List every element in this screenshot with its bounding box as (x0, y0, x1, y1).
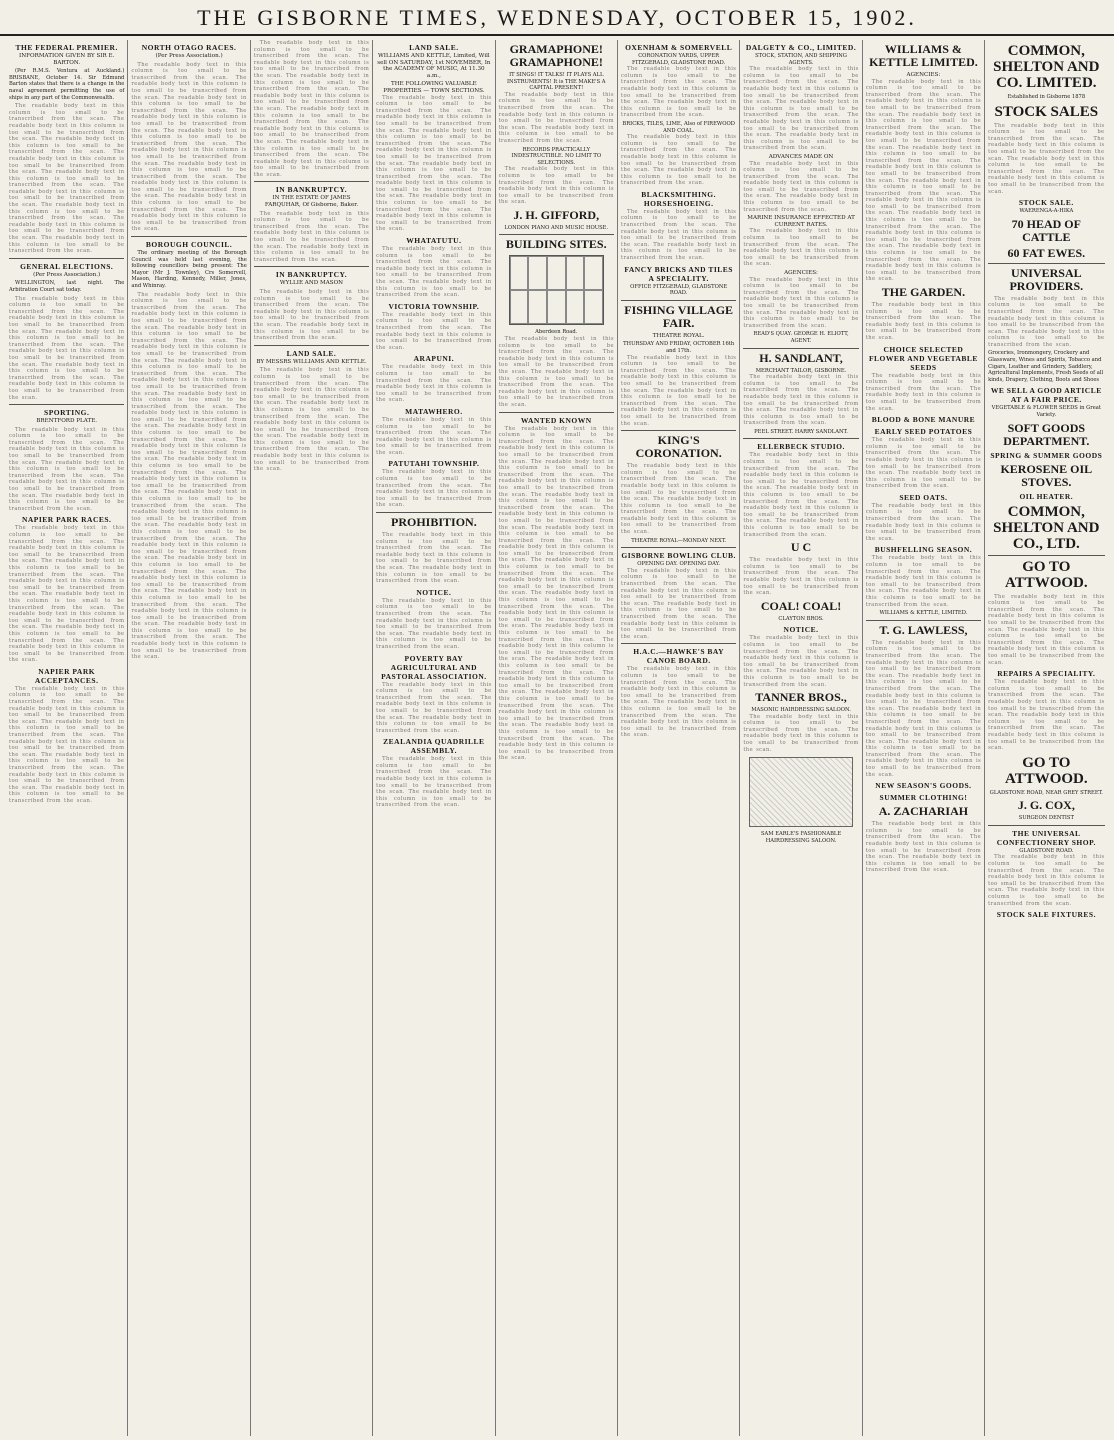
article-heading: THE GARDEN. (881, 285, 966, 299)
article-text: IT SINGS! IT TALKS! IT PLAYS ALL INSTRUMENTS! It is THE MAKE'S A CAPITAL PRESENT! (506, 72, 606, 92)
illegible-body-text: The readable body text in this column is too small to be transcribed from the scan. The readable body text in this column is too small to be transcribed from the scan. The readable body text in this column is too small to be transcribed from the scan. The readable body text in this column is too small to be transcribed from the scan. The readable body text in this column is too small to be transcribed from the scan. (743, 452, 859, 538)
lot-cell (510, 256, 529, 290)
article-heading: GENERAL ELECTIONS. (20, 261, 114, 271)
illegible-body-text: The readable body text in this column is too small to be transcribed from the scan. The readable body text in this column is too small to be transcribed from the scan. The readable body text in this column is too small to be transcribed from the scan. The readable body text in this column is too small to be transcribed from the scan. (620, 666, 737, 739)
article-heading: WE SELL A GOOD ARTICLE AT A FAIR PRICE. (990, 386, 1102, 405)
illegible-body-text: The readable body text in this column is too small to be transcribed from the scan. The readable body text in this column is too small to be transcribed from the scan. The readable body text in this column is too small to be transcribed from the scan. The readable body text in this column is too small to be transcribed from the scan. The readable body text in this column is too small to be transcribed from the scan. The readable body text in this column is too small to be transcribed from the scan. The readable body text in this column is too small to be transcribed from the scan. The readable body text in this column is too small to be transcribed from the scan. (253, 40, 370, 178)
lot-cell (528, 256, 547, 290)
illegible-body-text: The readable body text in this column is too small to be transcribed from the scan. The readable body text in this column is too small to be transcribed from the scan. The readable body text in this column is too small to be transcribed from the scan. The readable body text in this column is too small to be transcribed from the scan. The readable body text in this column is too small to be transcribed from the scan. The readable body text in this column is too small to be transcribed from the scan. The readable body text in this column is too small to be transcribed from the scan. The readable body text in this column is too small to be transcribed from the scan. (376, 94, 492, 233)
article-heading: NAPIER PARK ACCEPTANCES. (34, 666, 99, 685)
column-divider (131, 236, 246, 237)
column-divider (376, 512, 491, 513)
article-text: SAM EARLE'S FASHIONABLE HAIRDRESSING SALOON. (760, 831, 842, 844)
article-heading: BOROUGH COUNCIL. (145, 240, 233, 250)
article-text: The ordinary meeting of the Borough Council was held last evening, the following councillors being present: The Mayor (Mr J. Townley), Crs Somervell, Mason, Harding, Kennedy, Miller, Jones, and Whinray. (131, 250, 247, 289)
article-heading: T. G. LAWLESS, (879, 622, 968, 637)
illegible-body-text: The readable body text in this column is too small to be transcribed from the scan. The readable body text in this column is too small to be transcribed from the scan. The readable body text in this column is too small to be transcribed from the scan. The readable body text in this column is too small to be transcribed from the scan. The readable body text in this column is too small to be transcribed from the scan. The readable body text in this column is too small to be transcribed from the scan. The readable body text in this column is too small to be transcribed from the scan. The readable body text in this column is too small to be transcribed from the scan. (9, 525, 125, 664)
illegible-body-text: The readable body text in this column is too small to be transcribed from the scan. The readable body text in this column is too small to be transcribed from the scan. The readable body text in this column is too small to be transcribed from the scan. The readable body text in this column is too small to be transcribed from the scan. (988, 679, 1105, 752)
article-text: WILLIAMS & KETTLE, LIMITED. (879, 610, 968, 617)
article-heading: H. SANDLANT, (759, 350, 843, 365)
column-2 (128, 40, 250, 1436)
article-heading: GO TO ATTWOOD. (1004, 754, 1088, 787)
article-heading: IN BANKRUPTCY. (275, 270, 348, 280)
article-subheading: (Per Press Association.) (155, 53, 223, 59)
illegible-body-text: The readable body text in this column is too small to be transcribed from the scan. The readable body text in this column is too small to be transcribed from the scan. The readable body text in this column is too small to be transcribed from the scan. The readable body text in this column is too small to be transcribed from the scan. The readable body text in this column is too small to be transcribed from the scan. The readable body text in this column is too small to be transcribed from the scan. The readable body text in this column is too small to be transcribed from the scan. The readable body text in this column is too small to be transcribed from the scan. The readable body text in this column is too small to be transcribed from the scan. The readable body text in this column is too small to be transcribed from the scan. (131, 61, 247, 233)
illegible-body-text: The readable body text in this column is too small to be transcribed from the scan. The readable body text in this column is too small to be transcribed from the scan. The readable body text in this column is too small to be transcribed from the scan. The readable body text in this column is too small to be transcribed from the scan. The readable body text in this column is too small to be transcribed from the scan. The readable body text in this column is too small to be transcribed from the scan. The readable body text in this column is too small to be transcribed from the scan. The readable body text in this column is too small to be transcribed from the scan. The readable body text in this column is too small to be transcribed from the scan. The readable body text in this column is too small to be transcribed from the scan. The readable body text in this column is too small to be transcribed from the scan. The readable body text in this column is too small to be transcribed from the scan. The readable body text in this column is too small to be transcribed from the scan. The readable body text in this column is too small to be transcribed from the scan. The readable body text in this column is too small to be transcribed from the scan. The readable body text in this column is too small to be transcribed from the scan. The readable body text in this column is too small to be transcribed from the scan. The readable body text in this column is too small to be transcribed from the scan. The readable body text in this column is too small to be transcribed from the scan. The readable body text in this column is too small to be transcribed from the scan. The readable body text in this column is too small to be transcribed from the scan. The readable body text in this column is too small to be transcribed from the scan. (131, 291, 247, 661)
lot-cell (566, 290, 585, 324)
article-heading: BUSHFELLING SEASON. (874, 545, 973, 555)
article-heading: FISHING VILLAGE FAIR. (624, 302, 734, 330)
article-heading: EARLY SEED POTATOES (874, 427, 973, 437)
article-heading: UNIVERSAL PROVIDERS. (1009, 265, 1084, 293)
illegible-body-text: The readable body text in this column is too small to be transcribed from the scan. The readable body text in this column is too small to be transcribed from the scan. The readable body text in this column is too small to be transcribed from the scan. The readable body text in this column is too small to be transcribed from the scan. The readable body text in this column is too small to be transcribed from the scan. The readable body text in this column is too small to be transcribed from the scan. (9, 295, 125, 401)
lot-cell (528, 290, 547, 324)
article-heading: VICTORIA TOWNSHIP. (388, 301, 480, 311)
article-heading: J. H. GIFFORD, (513, 207, 600, 222)
illegible-body-text: The readable body text in this column is too small to be transcribed from the scan. The readable body text in this column is too small to be transcribed from the scan. The readable body text in this column is too small to be transcribed from the scan. (865, 555, 982, 608)
illegible-body-text: The readable body text in this column is too small to be transcribed from the scan. The readable body text in this column is too small to be transcribed from the scan. The readable body text in this column is too small to be transcribed from the scan. (253, 289, 370, 342)
illegible-body-text: The readable body text in this column is too small to be transcribed from the scan. The readable body text in this column is too small to be transcribed from the scan. The readable body text in this column is too small to be transcribed from the scan. The readable body text in this column is too small to be transcribed from the scan. The readable body text in this column is too small to be transcribed from the scan. The readable body text in this column is too small to be transcribed from the scan. (253, 367, 370, 473)
article-heading: CHOICE SELECTED FLOWER AND VEGETABLE SEEDS (868, 344, 978, 372)
illegible-body-text: The readable body text in this column is too small to be transcribed from the scan. The readable body text in this column is too small to be transcribed from the scan. The readable body text in this column is too small to be transcribed from the scan. The readable body text in this column is too small to be transcribed from the scan. (620, 567, 737, 640)
illegible-body-text: The readable body text in this column is too small to be transcribed from the scan. The readable body text in this column is too small to be transcribed from the scan. The readable body text in this column is too small to be transcribed from the scan. (988, 295, 1105, 348)
illegible-body-text: The readable body text in this column is too small to be transcribed from the scan. The readable body text in this column is too small to be transcribed from the scan. The readable body text in this column is too small to be transcribed from the scan. The readable body text in this column is too small to be transcribed from the scan. (620, 354, 737, 427)
article-heading: STOCK SALE FIXTURES. (996, 910, 1096, 920)
illegible-body-text: The readable body text in this column is too small to be transcribed from the scan. The readable body text in this column is too small to be transcribed from the scan. (498, 166, 614, 206)
article-heading: ARAPUNI. (413, 354, 455, 364)
illegible-body-text: The readable body text in this column is too small to be transcribed from the scan. The readable body text in this column is too small to be transcribed from the scan. (865, 302, 982, 341)
article-text: SURGEON DENTIST (1018, 815, 1074, 822)
article-heading: BLACKSMITHING. HORSESHOEING. (641, 189, 717, 208)
column-divider (743, 348, 858, 349)
illegible-body-text: The readable body text in this column is too small to be transcribed from the scan. The readable body text in this column is too small to be transcribed from the scan. The readable body text in this column is too small to be transcribed from the scan. (865, 437, 982, 490)
article-heading: WANTED KNOWN (520, 415, 592, 425)
illegible-body-text: The readable body text in this column is too small to be transcribed from the scan. The readable body text in this column is too small to be transcribed from the scan. The readable body text in this column is too small to be transcribed from the scan. (376, 681, 492, 734)
article-heading: DALGETY & CO., LIMITED. (745, 43, 857, 52)
column-6 (618, 40, 740, 1436)
column-divider (499, 412, 614, 413)
column-divider (9, 404, 124, 405)
illegible-body-text: The readable body text in this column is too small to be transcribed from the scan. The readable body text in this column is too small to be transcribed from the scan. The readable body text in this column is too small to be transcribed from the scan. The readable body text in this column is too small to be transcribed from the scan. (620, 463, 737, 536)
article-text: ADVANCES MADE ON (768, 153, 834, 160)
illegible-body-text: The readable body text in this column is too small to be transcribed from the scan. The readable body text in this column is too small to be transcribed from the scan. The readable body text in this column is too small to be transcribed from the scan. (620, 134, 737, 187)
article-heading: THE FEDERAL PREMIER. (15, 43, 118, 52)
illegible-body-text: The readable body text in this column is too small to be transcribed from the scan. The readable body text in this column is too small to be transcribed from the scan. (865, 502, 982, 542)
column-divider (254, 266, 369, 267)
article-heading: PATUTAHI TOWNSHIP. (388, 459, 480, 469)
article-heading: ZEALANDIA QUADRILLE ASSEMBLY. (383, 737, 485, 756)
column-1 (6, 40, 128, 1436)
article-heading: NAPIER PARK RACES. (21, 515, 112, 525)
illegible-body-text: The readable body text in this column is too small to be transcribed from the scan. The readable body text in this column is too small to be transcribed from the scan. The readable body text in this column is too small to be transcribed from the scan. The readable body text in this column is too small to be transcribed from the scan. The readable body text in this column is too small to be transcribed from the scan. The readable body text in this column is too small to be transcribed from the scan. The readable body text in this column is too small to be transcribed from the scan. The readable body text in this column is too small to be transcribed from the scan. The readable body text in this column is too small to be transcribed from the scan. The readable body text in this column is too small to be transcribed from the scan. The readable body text in this column is too small to be transcribed from the scan. The readable body text in this column is too small to be transcribed from the scan. The readable body text in this column is too small to be transcribed from the scan. The readable body text in this column is too small to be transcribed from the scan. The readable body text in this column is too small to be transcribed from the scan. The readable body text in this column is too small to be transcribed from the scan. The readable body text in this column is too small to be transcribed from the scan. The readable body text in this column is too small to be transcribed from the scan. The readable body text in this column is too small to be transcribed from the scan. The readable body text in this column is too small to be transcribed from the scan. (498, 425, 614, 762)
illegible-body-text: The readable body text in this column is too small to be transcribed from the scan. The readable body text in this column is too small to be transcribed from the scan. The readable body text in this column is too small to be transcribed from the scan. (376, 532, 492, 585)
column-divider (621, 300, 736, 301)
illegible-body-text: The readable body text in this column is too small to be transcribed from the scan. The readable body text in this column is too small to be transcribed from the scan. The readable body text in this column is too small to be transcribed from the scan. (376, 756, 492, 809)
illegible-body-text: The readable body text in this column is too small to be transcribed from the scan. The readable body text in this column is too small to be transcribed from the scan. The readable body text in this column is too small to be transcribed from the scan. (988, 854, 1105, 907)
masthead-title: THE GISBORNE TIMES, WEDNESDAY, OCTOBER 15, 1902. (197, 5, 917, 30)
article-heading: POVERTY BAY AGRICULTURAL AND PASTORAL ASSOCIATION. (381, 653, 487, 681)
article-heading: SPRING & SUMMER GOODS (990, 450, 1103, 460)
column-divider (621, 547, 736, 548)
column-divider (254, 181, 369, 182)
article-heading: THE UNIVERSAL CONFECTIONERY SHOP. (996, 828, 1096, 847)
illegible-body-text: The readable body text in this column is too small to be transcribed from the scan. The readable body text in this column is too small to be transcribed from the scan. The readable body text in this column is too small to be transcribed from the scan. The readable body text in this column is too small to be transcribed from the scan. The readable body text in this column is too small to be transcribed from the scan. (743, 66, 859, 152)
lot-cell (547, 290, 566, 324)
article-heading: LAND SALE. (286, 348, 337, 358)
article-heading: STOCK SALE. (1018, 198, 1074, 208)
article-text: GLADSTONE ROAD. (1019, 847, 1074, 854)
column-8 (863, 40, 985, 1436)
lot-cell (510, 290, 529, 324)
article-text: OPENING DAY. OPENING DAY. (637, 561, 721, 568)
article-text: MASONIC HAIRDRESSING SALOON. (751, 707, 851, 714)
article-heading: U C (790, 540, 812, 555)
article-text: (Per R.M.S. Ventura at Auckland.) BRISBANE, October 14. Sir Edmund Barton states that there is a change in the naval agreement permitting the use of ships in any part of the Commonwealth. (9, 68, 125, 101)
article-heading: SUMMER CLOTHING! (879, 793, 968, 803)
article-heading: SEED OATS. (899, 492, 948, 502)
article-text: AGENCIES: (784, 270, 818, 276)
article-heading: GO TO ATTWOOD. (1004, 558, 1088, 591)
illegible-body-text: The readable body text in this column is too small to be transcribed from the scan. The readable body text in this column is too small to be transcribed from the scan. The readable body text in this column is too small to be transcribed from the scan. (743, 160, 859, 213)
illegible-body-text: The readable body text in this column is too small to be transcribed from the scan. The readable body text in this column is too small to be transcribed from the scan. (376, 364, 492, 404)
column-3 (251, 40, 373, 1436)
illegible-body-text: The readable body text in this column is too small to be transcribed from the scan. The readable body text in this column is too small to be transcribed from the scan. (376, 416, 492, 456)
column-divider (9, 258, 124, 259)
article-text: Established in Gisborne 1878 (1007, 94, 1086, 100)
article-text: BRICKS, TILES, LIME, Also of FIREWOOD AND COAL. (622, 120, 735, 134)
article-heading: KEROSENE OIL STOVES. (1000, 461, 1093, 489)
article-text: Groceries, Ironmongery, Crockery and Glassware, Wines and Spirits, Tobacco and Cigars, Leather and Grindery, Saddlery, Agricultural Implements, Fresh Seeds of all kinds, Drapery, Clothing, Boots and Shoes (988, 350, 1104, 383)
illegible-body-text: The readable body text in this column is too small to be transcribed from the scan. The readable body text in this column is too small to be transcribed from the scan. The readable body text in this column is too small to be transcribed from the scan. (865, 821, 982, 874)
article-heading: IN BANKRUPTCY. (275, 185, 348, 195)
article-heading: NORTH OTAGO RACES. (141, 43, 237, 52)
illegible-body-text: The readable body text in this column is too small to be transcribed from the scan. The readable body text in this column is too small to be transcribed from the scan. The readable body text in this column is too small to be transcribed from the scan. The readable body text in this column is too small to be transcribed from the scan. The readable body text in this column is too small to be transcribed from the scan. The readable body text in this column is too small to be transcribed from the scan. The readable body text in this column is too small to be transcribed from the scan. The readable body text in this column is too small to be transcribed from the scan. The readable body text in this column is too small to be transcribed from the scan. (9, 103, 125, 255)
lot-cell (566, 256, 585, 290)
column-divider (743, 438, 858, 439)
article-heading: 70 HEAD OF CATTLE (1011, 216, 1081, 244)
article-subheading: BY MESSRS WILLIAMS AND KETTLE. (256, 358, 367, 365)
article-subheading: INFORMATION GIVEN BY SIR E. BARTON. (19, 53, 115, 66)
illegible-body-text: The readable body text in this column is too small to be transcribed from the scan. The readable body text in this column is too small to be transcribed from the scan. The readable body text in this column is too small to be transcribed from the scan. (743, 635, 859, 688)
article-heading: NOTICE. (783, 625, 819, 635)
illegible-body-text: The readable body text in this column is too small to be transcribed from the scan. The readable body text in this column is too small to be transcribed from the scan. The readable body text in this column is too small to be transcribed from the scan. The readable body text in this column is too small to be transcribed from the scan. (988, 593, 1105, 666)
illegible-body-text: The readable body text in this column is too small to be transcribed from the scan. The readable body text in this column is too small to be transcribed from the scan. (743, 557, 859, 597)
article-subheading: THEATRE ROYAL. (652, 332, 705, 339)
article-heading: NEW SEASON'S GOODS. (875, 781, 972, 791)
article-text: PEEL STREET. HARRY SANDLANT. (754, 428, 848, 435)
article-heading: LAND SALE. (409, 43, 459, 52)
article-heading: 60 FAT EWES. (1007, 245, 1086, 260)
illegible-body-text: The readable body text in this column is too small to be transcribed from the scan. The readable body text in this column is too small to be transcribed from the scan. The readable body text in this column is too small to be transcribed from the scan. The readable body text in this column is too small to be transcribed from the scan. The readable body text in this column is too small to be transcribed from the scan. (9, 426, 125, 512)
column-9 (985, 40, 1107, 1436)
article-text: RECORDS PRACTICALLY INDESTRUCTIBLE. NO LIMIT TO SELECTIONS. (511, 146, 602, 166)
illegible-body-text: The readable body text in this column is too small to be transcribed from the scan. The readable body text in this column is too small to be transcribed from the scan. (376, 311, 492, 351)
illegible-body-text: The readable body text in this column is too small to be transcribed from the scan. The readable body text in this column is too small to be transcribed from the scan. (743, 228, 859, 268)
article-heading: J. G. COX, (1017, 798, 1075, 813)
article-text: THE FOLLOWING VALUABLE PROPERTIES — TOWN SECTIONS. (383, 81, 485, 94)
lot-cell (584, 290, 603, 324)
article-heading: WHATATUTU. (406, 236, 462, 246)
column-divider (988, 263, 1104, 264)
article-text: THEATRE ROYAL—MONDAY NEXT. (631, 537, 727, 544)
illegible-body-text: The readable body text in this column is too small to be transcribed from the scan. The readable body text in this column is too small to be transcribed from the scan. The readable body text in this column is too small to be transcribed from the scan. (620, 66, 737, 119)
article-heading: GISBORNE BOWLING CLUB. (621, 551, 736, 561)
article-heading: MATAWHERO. (405, 406, 463, 416)
article-heading: COMMON, SHELTON AND CO. LIMITED. (993, 43, 1100, 91)
illegible-body-text: The readable body text in this column is too small to be transcribed from the scan. The readable body text in this column is too small to be transcribed from the scan. (743, 713, 859, 753)
article-heading: FANCY BRICKS AND TILES A SPECIALITY. (624, 264, 733, 283)
article-text: READ'S QUAY. GEORGE H. ELIOTT, AGENT. (753, 331, 849, 344)
article-heading: REPAIRS A SPECIALITY. (997, 669, 1096, 679)
article-text: OFFICE FITZGERALD, GLADSTONE ROAD. (630, 283, 728, 297)
article-subheading: BRENTFORD PLATE. (36, 418, 98, 425)
illegible-body-text: The readable body text in this column is too small to be transcribed from the scan. The readable body text in this column is too small to be transcribed from the scan. The readable body text in this column is too small to be transcribed from the scan. The readable body text in this column is too small to be transcribed from the scan. (498, 336, 614, 408)
article-text: MERCHANT TAILOR, GISBORNE. (755, 367, 847, 374)
article-heading: STOCK SALES (994, 103, 1099, 120)
article-text: STOCK, STATION, AND SHIPPING AGENTS. (755, 53, 847, 66)
article-subheading: IN THE ESTATE OF JAMES FARQUHAR, Of Gisborne, Baker. (264, 195, 359, 209)
illegible-body-text: The readable body text in this column is too small to be transcribed from the scan. The readable body text in this column is too small to be transcribed from the scan. The readable body text in this column is too small to be transcribed from the scan. The readable body text in this column is too small to be transcribed from the scan. The readable body text in this column is too small to be transcribed from the scan. The readable body text in this column is too small to be transcribed from the scan. The readable body text in this column is too small to be transcribed from the scan. The readable body text in this column is too small to be transcribed from the scan. The readable body text in this column is too small to be transcribed from the scan. The readable body text in this column is too small to be transcribed from the scan. The readable body text in this column is too small to be transcribed from the scan. The readable body text in this column is too small to be transcribed from the scan. (865, 78, 982, 283)
article-heading: GRAMAPHONE! GRAMAPHONE! (509, 42, 603, 69)
article-heading: BLOOD & BONE MANURE (871, 415, 976, 425)
illegible-body-text: The readable body text in this column is too small to be transcribed from the scan. The readable body text in this column is too small to be transcribed from the scan. The readable body text in this column is too small to be transcribed from the scan. The readable body text in this column is too small to be transcribed from the scan. The readable body text in this column is too small to be transcribed from the scan. The readable body text in this column is too small to be transcribed from the scan. The readable body text in this column is too small to be transcribed from the scan. (9, 685, 125, 804)
article-text: THURSDAY AND FRIDAY, OCTOBER 16th and 17th. (623, 341, 735, 354)
lot-cell (584, 256, 603, 290)
article-heading: KING'S CORONATION. (635, 433, 722, 461)
article-heading: H.A.C.—HAWKE'S BAY CANOE BOARD. (633, 647, 725, 666)
article-heading: OXENHAM & SOMERVELL (625, 43, 733, 52)
article-heading: SPORTING. (44, 408, 90, 418)
column-5 (496, 40, 618, 1436)
article-text: Aberdeen Road. (535, 329, 578, 336)
illegible-body-text: The readable body text in this column is too small to be transcribed from the scan. The readable body text in this column is too small to be transcribed from the scan. The readable body text in this column is too small to be transcribed from the scan. (376, 246, 492, 299)
illegible-body-text: The readable body text in this column is too small to be transcribed from the scan. The readable body text in this column is too small to be transcribed from the scan. The readable body text in this column is too small to be transcribed from the scan. (253, 210, 370, 263)
column-divider (988, 825, 1104, 826)
column-divider (499, 234, 614, 235)
article-text: AGENCIES: (906, 72, 941, 78)
column-4 (373, 40, 495, 1436)
lot-cell (547, 256, 566, 290)
article-heading: WILLIAMS & KETTLE LIMITED. (869, 42, 978, 69)
article-heading: SOFT GOODS DEPARTMENT. (1003, 420, 1090, 448)
article-text: CORONATION YARDS, UPPER FITZGERALD, GLADSTONE ROAD. (632, 53, 726, 66)
illegible-body-text: The readable body text in this column is too small to be transcribed from the scan. The readable body text in this column is too small to be transcribed from the scan. The readable body text in this column is too small to be transcribed from the scan. (376, 597, 492, 650)
article-heading: BUILDING SITES. (505, 237, 607, 252)
advert-illustration (749, 757, 852, 827)
article-text: MARINE INSURANCE EFFECTED AT CURRENT RATES. (747, 215, 855, 228)
article-heading: OIL HEATER. (1019, 491, 1074, 501)
article-heading: PROHIBITION. (391, 515, 477, 530)
article-heading: A. ZACHARIAH (878, 804, 969, 819)
article-heading: COMMON, SHELTON AND CO., LTD. (993, 503, 1100, 552)
building-sites-plan (509, 255, 604, 325)
newspaper-page (6, 40, 1108, 1436)
illegible-body-text: The readable body text in this column is too small to be transcribed from the scan. The readable body text in this column is too small to be transcribed from the scan. The readable body text in this column is too small to be transcribed from the scan. (620, 208, 737, 262)
article-subheading: WYLLIE AND MASON (279, 280, 344, 287)
article-text: LONDON PIANO AND MUSIC HOUSE. (504, 224, 609, 231)
illegible-body-text: The readable body text in this column is too small to be transcribed from the scan. The readable body text in this column is too small to be transcribed from the scan. (376, 469, 492, 509)
illegible-body-text: The readable body text in this column is too small to be transcribed from the scan. The readable body text in this column is too small to be transcribed from the scan. The readable body text in this column is too small to be transcribed from the scan. The readable body text in this column is too small to be transcribed from the scan. (988, 122, 1105, 195)
article-text: WAERENGA-A-HIKA (1019, 208, 1074, 215)
illegible-body-text: The readable body text in this column is too small to be transcribed from the scan. The readable body text in this column is too small to be transcribed from the scan. The readable body text in this column is too small to be transcribed from the scan. (498, 91, 614, 144)
article-heading: COAL! COAL! (760, 598, 842, 613)
column-divider (988, 555, 1104, 556)
newspaper-masthead (0, 0, 1114, 36)
column-7 (740, 40, 862, 1436)
column-divider (866, 620, 981, 621)
article-text: GLADSTONE ROAD, NEAR GREY STREET. (989, 789, 1103, 796)
column-divider (254, 345, 369, 346)
article-text: CLAYTON BROS. (778, 615, 824, 622)
illegible-body-text: The readable body text in this column is too small to be transcribed from the scan. The readable body text in this column is too small to be transcribed from the scan. The readable body text in this column is too small to be transcribed from the scan. The readable body text in this column is too small to be transcribed from the scan. The readable body text in this column is too small to be transcribed from the scan. The readable body text in this column is too small to be transcribed from the scan. The readable body text in this column is too small to be transcribed from the scan. The readable body text in this column is too small to be transcribed from the scan. (865, 639, 982, 778)
article-text: WELLINGTON, last night. The Arbitration Court sat today. (9, 280, 125, 293)
illegible-body-text: The readable body text in this column is too small to be transcribed from the scan. The readable body text in this column is too small to be transcribed from the scan. (865, 372, 982, 412)
article-heading: NOTICE. (416, 587, 452, 597)
illegible-body-text: The readable body text in this column is too small to be transcribed from the scan. The readable body text in this column is too small to be transcribed from the scan. The readable body text in this column is too small to be transcribed from the scan. (743, 374, 859, 427)
column-divider (621, 643, 736, 644)
article-heading: ELLERBECK STUDIO. (757, 442, 845, 452)
article-heading: TANNER BROS., (755, 690, 847, 705)
article-subheading: WILLIAMS AND KETTLE, Limited, Will sell ON SATURDAY, 1st NOVEMBER, In the ACADEMY OF MUSIC, At 11.30 a.m., (377, 53, 491, 79)
illegible-body-text: The readable body text in this column is too small to be transcribed from the scan. The readable body text in this column is too small to be transcribed from the scan. The readable body text in this column is too small to be transcribed from the scan. (743, 276, 859, 329)
column-divider (621, 430, 736, 431)
article-text: VEGETABLE & FLOWER SEEDS in Great Variety. (991, 405, 1101, 419)
article-subheading: (Per Press Association.) (33, 271, 101, 278)
